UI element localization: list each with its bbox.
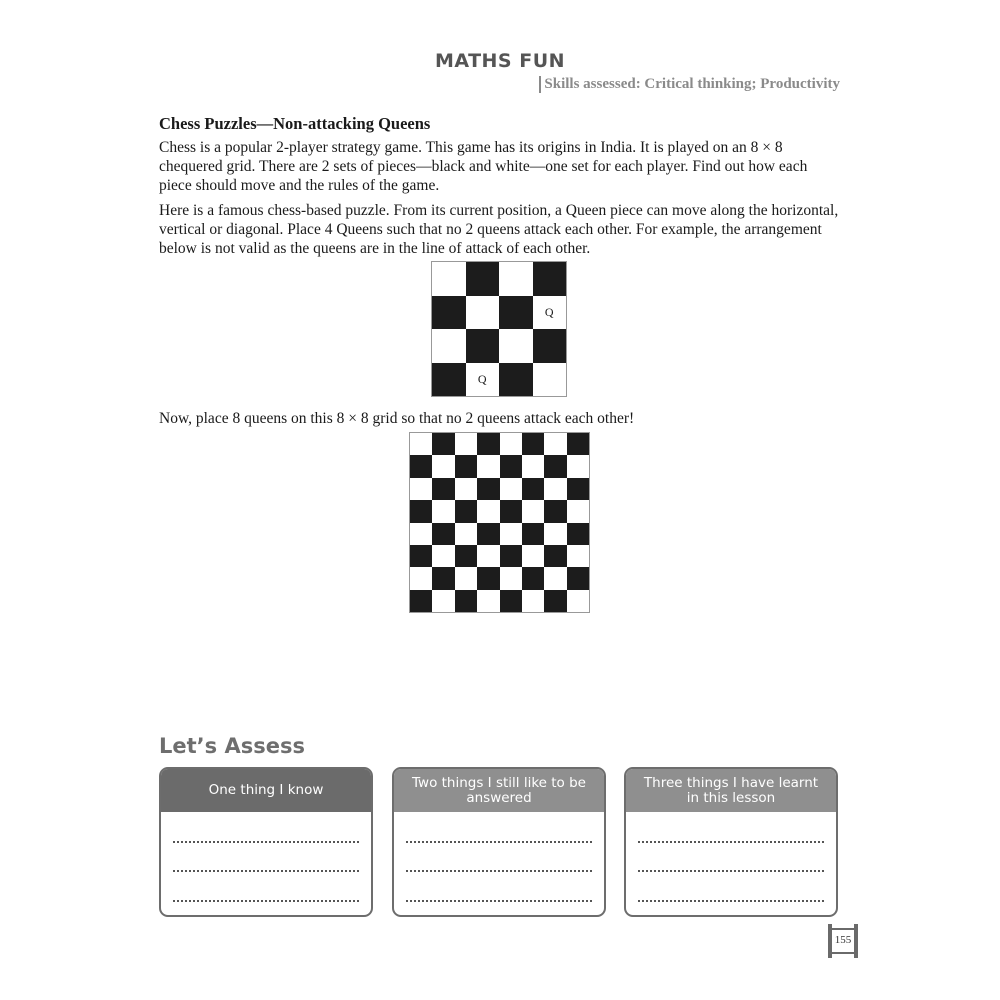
abacus-rule-top: [832, 928, 854, 930]
board-square[interactable]: [477, 455, 499, 477]
board-square[interactable]: [432, 590, 454, 612]
board-square[interactable]: [455, 478, 477, 500]
board-square[interactable]: [544, 500, 566, 522]
board-square[interactable]: [533, 363, 567, 397]
board-square[interactable]: [522, 433, 544, 455]
board-square[interactable]: [410, 590, 432, 612]
board-square[interactable]: [455, 433, 477, 455]
board-square[interactable]: [522, 478, 544, 500]
board-square[interactable]: [567, 523, 589, 545]
board-square[interactable]: [500, 433, 522, 455]
board-square[interactable]: [410, 455, 432, 477]
board-square[interactable]: [500, 523, 522, 545]
assess-card-three-things: [624, 767, 838, 917]
board-square[interactable]: [432, 455, 454, 477]
board-square[interactable]: [410, 433, 432, 455]
answer-line[interactable]: [638, 841, 824, 843]
page-number-badge: [828, 924, 858, 958]
board-square[interactable]: [477, 433, 499, 455]
board-square[interactable]: [544, 590, 566, 612]
page-number: 155: [834, 934, 852, 946]
board-square[interactable]: [522, 590, 544, 612]
board-square[interactable]: [522, 545, 544, 567]
board-square[interactable]: [567, 500, 589, 522]
board-square[interactable]: [477, 478, 499, 500]
board-square[interactable]: [499, 296, 533, 330]
abacus-rule-bottom: [832, 952, 854, 954]
queen-piece: Q: [544, 304, 554, 319]
board-square[interactable]: [410, 523, 432, 545]
task-paragraph: Now, place 8 queens on this 8 × 8 grid so that no 2 queens attack each other!: [159, 410, 635, 427]
board-square[interactable]: [499, 262, 533, 296]
answer-line[interactable]: [638, 870, 824, 872]
board-square[interactable]: [466, 262, 500, 296]
assess-card-label: Two things I still like to be answered: [394, 769, 604, 812]
lets-assess-heading: Let’s Assess: [159, 734, 305, 758]
board-square[interactable]: [410, 545, 432, 567]
board-square[interactable]: [477, 567, 499, 589]
board-square[interactable]: [500, 455, 522, 477]
board-square[interactable]: [410, 478, 432, 500]
assess-card-label: One thing I know: [161, 769, 371, 812]
board-square[interactable]: [500, 500, 522, 522]
puzzle-heading: Chess Puzzles—Non-attacking Queens: [159, 114, 431, 133]
board-square[interactable]: [477, 500, 499, 522]
board-square[interactable]: [544, 455, 566, 477]
board-square[interactable]: [410, 500, 432, 522]
assess-card-one-thing: [159, 767, 373, 917]
skills-assessed-label: Skills assessed: Critical thinking; Productivity: [539, 76, 840, 93]
board-square[interactable]: [432, 296, 466, 330]
board-square[interactable]: [544, 567, 566, 589]
answer-line[interactable]: [406, 870, 592, 872]
board-square[interactable]: [500, 478, 522, 500]
intro-paragraph: Chess is a popular 2-player strategy game. This game has its origins in India. It is played on an 8 × 8 chequered grid. There are 2 sets of pieces—black and white—one set for each player. Find out how each piece should move and the rules of the game.: [159, 139, 808, 194]
board-square[interactable]: [432, 363, 466, 397]
board-square[interactable]: [432, 262, 466, 296]
board-square[interactable]: [432, 478, 454, 500]
board-square[interactable]: [477, 523, 499, 545]
board-square[interactable]: [432, 433, 454, 455]
board-square[interactable]: [544, 433, 566, 455]
board-square[interactable]: [455, 500, 477, 522]
answer-line[interactable]: [406, 841, 592, 843]
board-square[interactable]: [544, 523, 566, 545]
queen-piece: Q: [477, 371, 487, 386]
example-chessboard-4x4: [431, 261, 567, 397]
board-square[interactable]: [567, 478, 589, 500]
board-square[interactable]: [455, 545, 477, 567]
board-square[interactable]: [466, 363, 500, 397]
board-square[interactable]: [500, 567, 522, 589]
board-square[interactable]: [432, 523, 454, 545]
board-square[interactable]: [567, 567, 589, 589]
board-square[interactable]: [466, 296, 500, 330]
board-square[interactable]: [500, 545, 522, 567]
board-square[interactable]: [533, 262, 567, 296]
answer-line[interactable]: [173, 841, 359, 843]
board-square[interactable]: [455, 567, 477, 589]
board-square[interactable]: [455, 590, 477, 612]
board-square[interactable]: [410, 567, 432, 589]
page-title: MATHS FUN: [434, 50, 566, 72]
assess-card-two-things: [392, 767, 606, 917]
board-square[interactable]: [466, 329, 500, 363]
board-square[interactable]: [567, 433, 589, 455]
board-square[interactable]: [533, 329, 567, 363]
board-square[interactable]: [500, 590, 522, 612]
board-square[interactable]: [432, 567, 454, 589]
board-square[interactable]: [477, 590, 499, 612]
board-square[interactable]: [455, 523, 477, 545]
board-square[interactable]: [455, 455, 477, 477]
board-square[interactable]: [522, 523, 544, 545]
empty-chessboard-8x8[interactable]: [409, 432, 590, 613]
board-square[interactable]: [522, 455, 544, 477]
answer-line[interactable]: [638, 900, 824, 902]
board-square[interactable]: [432, 329, 466, 363]
board-square[interactable]: [522, 567, 544, 589]
board-square[interactable]: [533, 296, 567, 330]
assess-card-label: Three things I have learnt in this lesson: [626, 769, 836, 812]
board-square[interactable]: [522, 500, 544, 522]
board-square[interactable]: [567, 455, 589, 477]
board-square[interactable]: [477, 545, 499, 567]
board-square[interactable]: [432, 500, 454, 522]
answer-line[interactable]: [173, 900, 359, 902]
board-square[interactable]: [499, 329, 533, 363]
board-square[interactable]: [567, 545, 589, 567]
board-square[interactable]: [499, 363, 533, 397]
board-square[interactable]: [432, 545, 454, 567]
board-square[interactable]: [544, 478, 566, 500]
puzzle-paragraph: Here is a famous chess-based puzzle. From its current position, a Queen piece can move along the horizontal, vertical or diagonal. Place 4 Queens such that no 2 queens attack each other. For example, the arrangement below is not valid as the queens are in the line of attack of each other.: [159, 202, 839, 257]
board-square[interactable]: [567, 590, 589, 612]
board-square[interactable]: [544, 545, 566, 567]
answer-line[interactable]: [406, 900, 592, 902]
answer-line[interactable]: [173, 870, 359, 872]
